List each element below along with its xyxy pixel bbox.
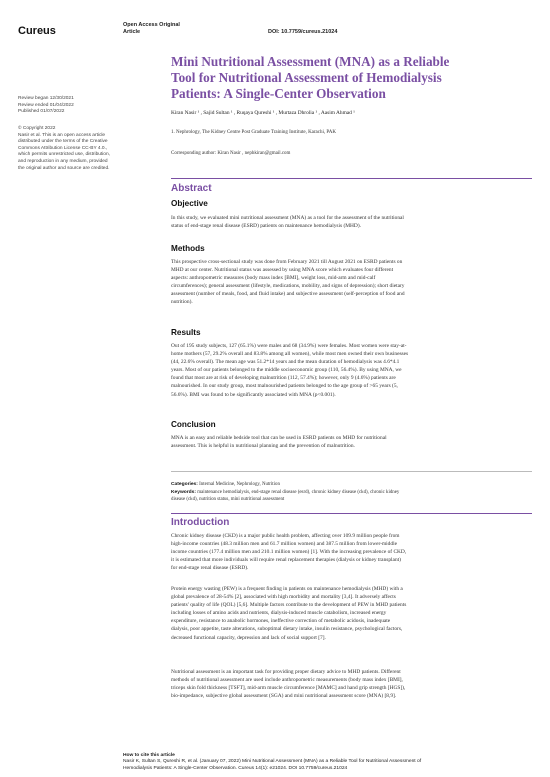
- citation-block: [123, 753, 543, 772]
- keywords-label: Keywords:: [171, 490, 197, 495]
- intro-paragraph-1: [171, 532, 533, 572]
- text-line: dialysis, poor appetite, taste alterations, suboptimal dietary intake, insulin resistance, psychological factors,: [171, 626, 403, 633]
- review-dates: [18, 96, 138, 116]
- keywords: [171, 489, 533, 503]
- text-line: Nutritional assessment is an important task for providing proper dietary advice to MHD patients. Different: [171, 669, 401, 675]
- cureus-logo[interactable]: Cureus: [18, 25, 56, 37]
- text-line: 56.6%). BMI was found to be significantly associated with MNA (p<0.001).: [171, 391, 336, 398]
- text-line: it is estimated that more individuals will require renal replacement therapies (dialysis or kidney transplant): [171, 557, 401, 564]
- text-line: global prevalence of 28-54% [2], associated with high morbidity and mortality [3,4]. It adversely affects: [171, 594, 396, 601]
- intro-paragraph-3: [171, 668, 533, 700]
- review-began: Review began 12/30/2021: [18, 96, 74, 101]
- keywords-rule: [171, 471, 532, 472]
- license-line: the original author and source are credited.: [18, 165, 110, 171]
- affiliation: 1. Nephrology, The Kidney Centre Post Graduate Training Institute, Karachi, PAK: [171, 130, 336, 135]
- text-line: found that most are at risk of developing malnutrition (112, 57.4%); however, only 9 (4.6%) patients are: [171, 375, 396, 382]
- keywords-line1: maintenance hemodialysis, end-stage renal disease (esrd), chronic kidney disease (ckd), chronic kidney: [197, 490, 400, 495]
- citation-line[interactable]: Hemodialysis Patients: A Single-Center Observation. Cureus 14(1): e21024. DOI 10.7759/cureus.21024: [123, 765, 348, 771]
- text-line: including losses of amino acids and nutrients, dialysis-induced muscle catabolism, increased energy: [171, 610, 387, 617]
- author-list: Kiran Nasir ¹ , Sajid Sultan ¹ , Ruqaya Qureshi ¹ , Murtaza Dhrolia ¹ , Aasim Ahmad ¹: [171, 110, 355, 116]
- introduction-heading: Introduction: [171, 517, 230, 528]
- header-doi[interactable]: DOI: 10.7759/cureus.21024: [268, 29, 338, 35]
- copyright-block: [18, 126, 143, 172]
- citation-heading: How to cite this article: [123, 753, 175, 758]
- text-line: methods of nutritional assessment are used include anthropometric measurements (body mass index [BMI],: [171, 677, 403, 684]
- published-date: Published 01/07/2022: [18, 109, 65, 115]
- text-line: expenditure, resistance to anabolic hormones, ineffective correction of metabolic acidosis, inadequate: [171, 618, 391, 625]
- license-line: which permits unrestricted use, distribution,: [18, 152, 110, 158]
- text-line: Chronic kidney disease (CKD) is a major public health problem, affecting over 109.9 million people from: [171, 533, 400, 539]
- text-line: income countries (177.4 million men and 210.1 million women) [1]. With the increasing prevalence of CKD,: [171, 549, 407, 556]
- categories: [171, 481, 533, 488]
- text-line: for end-stage renal disease (ESRD).: [171, 565, 249, 572]
- text-line: aspects: anthropometric measures (body mass index [BMI], weight loss, mid-arm and mid-calf: [171, 275, 376, 282]
- corresponding-author[interactable]: Corresponding author: Kiran Nasir , nephkiran@gmail.com: [171, 151, 291, 156]
- conclusion-heading: Conclusion: [171, 420, 216, 429]
- license-line: and reproduction in any medium, provided: [18, 158, 108, 164]
- text-line: home mothers (57, 29.2% overall and 83.8% among all women), while most men owned their own businesses: [171, 351, 409, 358]
- article-type: Article: [123, 29, 141, 35]
- intro-paragraph-2: [171, 585, 533, 642]
- methods-heading: Methods: [171, 244, 205, 253]
- conclusion-text: [171, 434, 533, 450]
- results-text: [171, 342, 533, 399]
- intro-rule: [171, 513, 532, 514]
- text-line: Out of 195 study subjects, 127 (65.1%) were males and 68 (34.9%) were females. Most women were stay-at-: [171, 343, 407, 349]
- license-line: Nasir et al. This is an open access article: [18, 132, 106, 138]
- review-ended: Review ended 01/04/2022: [18, 102, 74, 108]
- text-line: This prospective cross-sectional study was done from February 2021 till August 2021 on ESRD patients on: [171, 259, 403, 265]
- title-line: Patients: A Single-Center Observation: [171, 86, 386, 101]
- title-line: Tool for Nutritional Assessment of Hemodialysis: [171, 70, 442, 85]
- text-line: nutrition).: [171, 299, 193, 306]
- text-line: MHD at our center. Nutritional status was assessed by using MNA score which evaluates four different: [171, 267, 394, 274]
- article-title: [171, 54, 531, 102]
- categories-value[interactable]: Internal Medicine, Nephrology, Nutrition: [199, 482, 280, 487]
- text-line: status of end-stage renal disease (ESRD) patients on maintenance hemodialysis (MHD).: [171, 223, 361, 230]
- text-line: decreased functional capacity, depression and lack of social support [7].: [171, 634, 326, 641]
- text-line: triceps skin fold thickness [TSFT], mid-arm muscle circumference [MAMC] and hand grip strength [HGS]),: [171, 685, 406, 692]
- abstract-heading: Abstract: [171, 183, 212, 194]
- text-line: malnourished. In our study group, most malnourished patients belonged to the age group of >65 years (5,: [171, 383, 398, 390]
- text-line: years. Most of our patients belonged to the middle socioeconomic group (110, 56.4%). By using MNA, we: [171, 367, 402, 374]
- text-line: circumferences); general assessment (lifestyle, medications, mobility, and signs of depression); short dietary: [171, 283, 405, 290]
- text-line: patients' quality of life (QOL) [5,6]. Multiple factors contribute to the development of PEW in MHD patients: [171, 602, 407, 609]
- text-line: Protein energy wasting (PEW) is a frequent finding in patients on maintenance hemodialysis (MHD) with a: [171, 586, 403, 592]
- title-line: Mini Nutritional Assessment (MNA) as a Reliable: [171, 54, 450, 69]
- results-heading: Results: [171, 328, 201, 337]
- copyright: © Copyright 2022: [18, 126, 56, 131]
- text-line: high-income countries (48.3 million men and 61.7 million women) and 387.5 million from lower-middle: [171, 541, 397, 548]
- objective-heading: Objective: [171, 199, 208, 208]
- text-line: In this study, we evaluated mini nutritional assessment (MNA) as a tool for the assessment of the nutritional: [171, 215, 404, 221]
- text-line: assessment. This is helpful in nutritional planning and the prevention of malnutrition.: [171, 443, 355, 450]
- categories-label: Categories:: [171, 482, 198, 487]
- text-line: MNA is an easy and reliable bedside tool that can be used in ESRD patients on MHD for nutritional: [171, 435, 387, 441]
- keywords-line2: disease (ckd), nutrition status, mini nutritional assessment: [171, 497, 285, 502]
- access-label: Open Access Original: [123, 22, 180, 28]
- objective-text: [171, 214, 533, 230]
- text-line: bio-impedance, subjective global assessment (SGA) and mini nutritional assessment score (MNA) [8,9].: [171, 693, 397, 700]
- license-line: Commons Attribution License CC-BY 4.0.,: [18, 145, 108, 151]
- text-line: assessment (number of meals, food, and fluid intake) and subjective assessment (self-perception of food and: [171, 291, 405, 298]
- methods-text: [171, 258, 533, 307]
- abstract-rule: [171, 178, 532, 179]
- license-line: distributed under the terms of the Creative: [18, 139, 108, 145]
- text-line: (44, 22.6% overall). The mean age was 51.2*14 years and the mean duration of hemodialysis was 4.6*4.1: [171, 359, 400, 366]
- citation-line: Nasir K, Sultan S, Qureshi R, et al. (January 07, 2022) Mini Nutritional Assessment (MNA) as a Reliable Tool for Nutritional Assessment of: [123, 759, 422, 765]
